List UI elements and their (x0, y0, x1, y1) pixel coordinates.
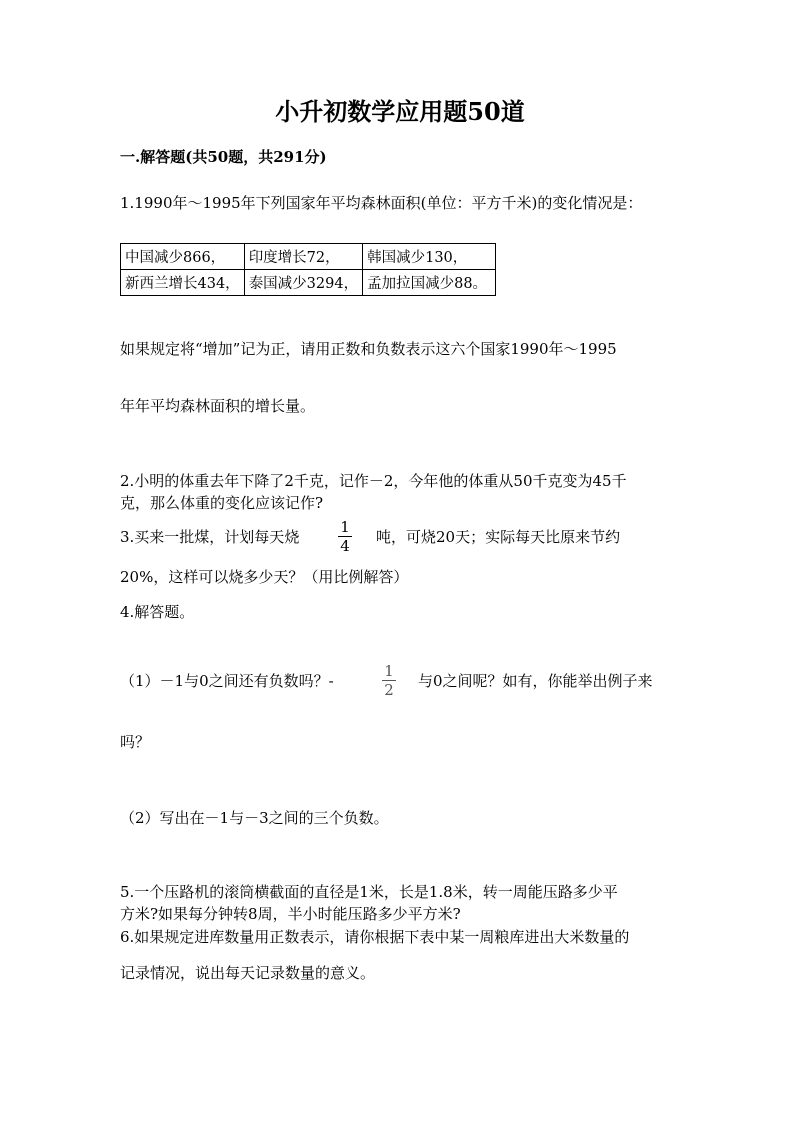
q4-fraction (382, 663, 396, 698)
page-title: 小升初数学应用题50道 (275, 97, 525, 126)
q5-line1: 5.一个压路机的滚筒横截面的直径是1米，长是1.8米，转一周能压路多少平 (120, 883, 618, 901)
q2-line2: 克，那么体重的变化应该记作? (120, 494, 324, 512)
q1-follow-line1: 如果规定将“增加”记为正，请用正数和负数表示这六个国家1990年～1995 (120, 340, 617, 358)
fraction-denominator: 4 (340, 537, 350, 555)
q6-line1: 6.如果规定进库数量用正数表示，请你根据下表中某一周粮库进出大米数量的 (120, 928, 630, 946)
section-heading: 一.解答题(共50题，共291分) (120, 148, 327, 166)
q3-line1-after: 吨，可烧20天；实际每天比原来节约 (376, 528, 621, 546)
q2-line1: 2.小明的体重去年下降了2千克，记作－2，今年他的体重从50千克变为45千 (120, 472, 627, 490)
q1-text: 1.1990年～1995年下列国家年平均森林面积(单位：平方千米)的变化情况是： (120, 194, 643, 212)
q6-line2: 记录情况，说出每天记录数量的意义。 (120, 964, 376, 982)
table-cell: 印度增长72， (244, 244, 362, 270)
table-row (121, 270, 496, 296)
q4-part1-before: （1）－1与0之间还有负数吗？- (120, 672, 334, 690)
table-cell: 泰国减少3294， (244, 270, 362, 296)
fraction-numerator: 1 (384, 662, 394, 680)
q1-follow-line2: 年年平均森林面积的增长量。 (120, 397, 316, 415)
forest-change-table (120, 243, 496, 296)
table-row (121, 244, 496, 270)
fraction-denominator: 2 (384, 681, 394, 699)
q3-line1-before: 3.买来一批煤，计划每天烧 (120, 528, 300, 546)
fraction-numerator: 1 (340, 518, 350, 536)
q4-part2: （2）写出在－1与－3之间的三个负数。 (120, 809, 389, 827)
q4-heading: 4.解答题。 (120, 603, 195, 621)
table-cell: 孟加拉国减少88。 (363, 270, 496, 296)
q3-line2: 20%，这样可以烧多少天？（用比例解答） (120, 568, 409, 586)
q3-fraction (338, 519, 352, 554)
table-cell: 中国减少866， (121, 244, 245, 270)
q4-part1-line2: 吗？ (120, 733, 151, 751)
table-cell: 韩国减少130， (363, 244, 496, 270)
table-cell: 新西兰增长434， (121, 270, 245, 296)
q5-line2: 方米?如果每分钟转8周，半小时能压路多少平方米? (120, 905, 461, 923)
q4-part1-after: 与0之间呢？如有，你能举出例子来 (418, 672, 653, 690)
